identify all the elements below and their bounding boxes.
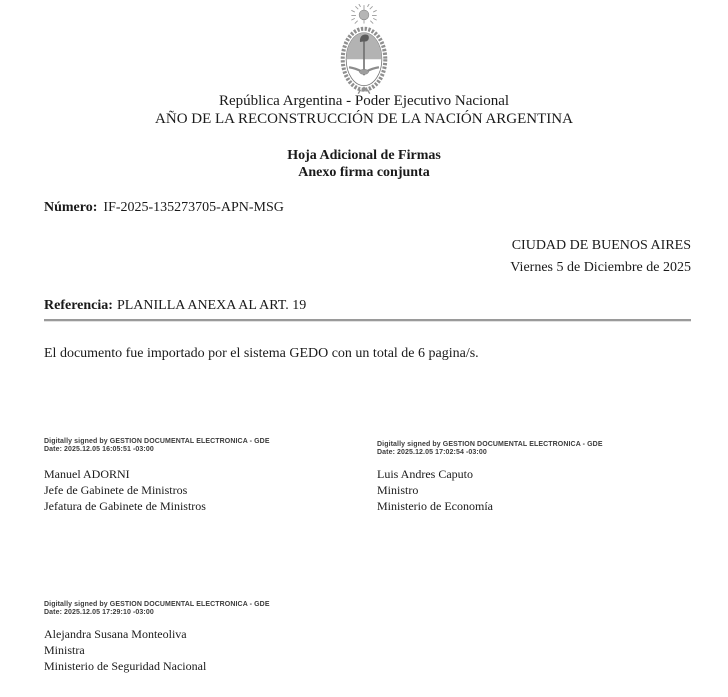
document-title: Hoja Adicional de Firmas bbox=[287, 148, 441, 163]
signer-name: Manuel ADORNI bbox=[44, 467, 130, 481]
signer-name: Luis Andres Caputo bbox=[377, 467, 473, 481]
header-year-motto-line: AÑO DE LA RECONSTRUCCIÓN DE LA NACIÓN ARGENTINA bbox=[155, 111, 573, 127]
body-text: El documento fue importado por el sistema GEDO con un total de 6 pagina/s. bbox=[44, 346, 479, 361]
document-subtitle: Anexo firma conjunta bbox=[298, 165, 430, 180]
header-republic-line: República Argentina - Poder Ejecutivo Nacional bbox=[218, 93, 510, 109]
digital-signed-by-line: Digitally signed by GESTION DOCUMENTAL ELECTRONICA - GDE bbox=[377, 441, 603, 448]
city-line: CIUDAD DE BUENOS AIRES bbox=[511, 238, 691, 253]
document-number-line bbox=[44, 200, 284, 216]
digital-date-line: Date: 2025.12.05 16:05:51 -03:00 bbox=[44, 446, 154, 453]
signer-organization: Jefatura de Gabinete de Ministros bbox=[44, 499, 206, 513]
digital-signed-by-line: Digitally signed by GESTION DOCUMENTAL ELECTRONICA - GDE bbox=[44, 601, 270, 608]
signer-name: Alejandra Susana Monteoliva bbox=[44, 627, 187, 641]
signature-identity-block bbox=[44, 626, 206, 674]
digital-signed-by-line: Digitally signed by GESTION DOCUMENTAL ELECTRONICA - GDE bbox=[44, 438, 270, 445]
document-number-label: Número: bbox=[44, 200, 98, 215]
signature-digital-stamp bbox=[44, 438, 270, 454]
reference-value: PLANILLA ANEXA AL ART. 19 bbox=[116, 298, 307, 313]
reference-label: Referencia: bbox=[44, 298, 113, 313]
signature-identity-block bbox=[44, 466, 206, 514]
signer-role: Ministro bbox=[377, 483, 419, 497]
digital-date-line: Date: 2025.12.05 17:29:10 -03:00 bbox=[44, 609, 154, 616]
argentina-coat-of-arms-icon bbox=[325, 4, 403, 96]
document-number-value: IF-2025-135273705-APN-MSG bbox=[103, 200, 284, 215]
signer-role: Jefe de Gabinete de Ministros bbox=[44, 483, 188, 497]
signer-organization: Ministerio de Economía bbox=[377, 499, 493, 513]
date-line: Viernes 5 de Diciembre de 2025 bbox=[510, 260, 691, 275]
signature-identity-block bbox=[377, 466, 493, 514]
signature-digital-stamp bbox=[377, 441, 603, 457]
signer-role: Ministra bbox=[44, 643, 85, 657]
horizontal-divider bbox=[44, 319, 691, 322]
digital-date-line: Date: 2025.12.05 17:02:54 -03:00 bbox=[377, 449, 487, 456]
reference-line bbox=[44, 298, 306, 314]
signature-digital-stamp bbox=[44, 601, 270, 617]
signer-organization: Ministerio de Seguridad Nacional bbox=[44, 659, 207, 673]
